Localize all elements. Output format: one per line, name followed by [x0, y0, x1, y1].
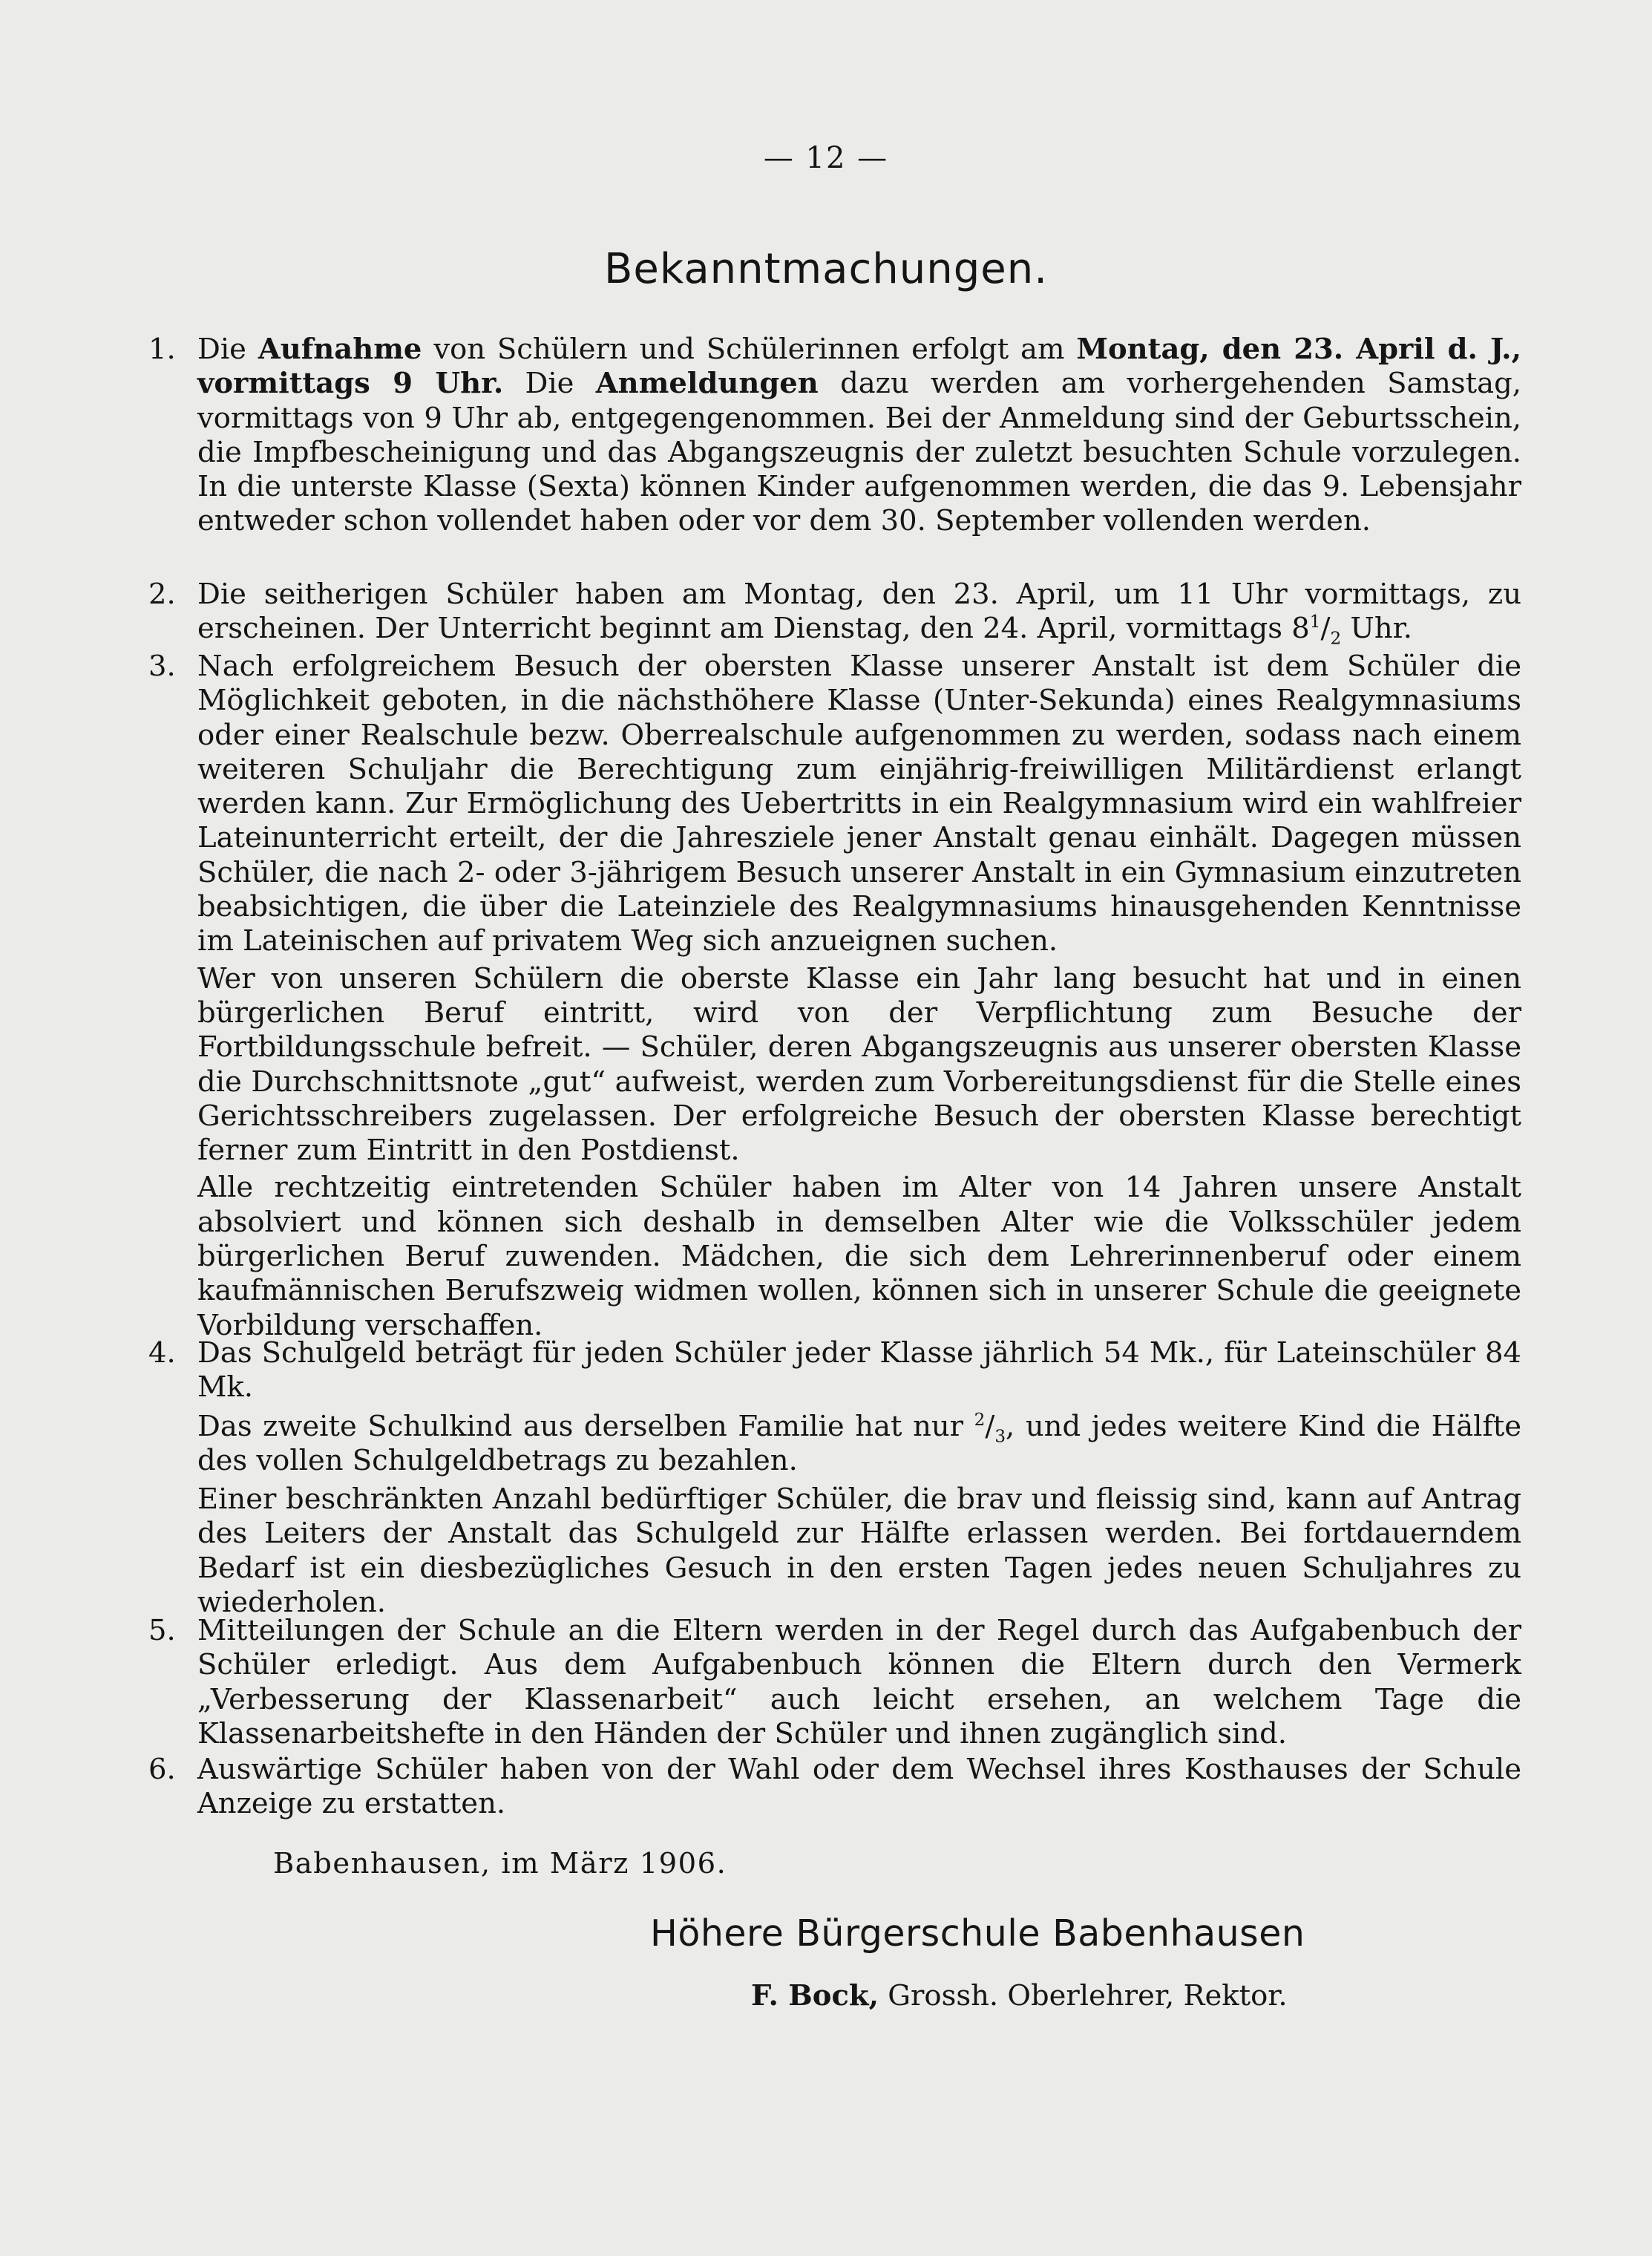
item-text: Das zweite Schulkind aus derselben Familie hat nur $^2/_3$, und jedes weitere Kind die Hälfte des vollen Schulgeldbetrags zu bezahlen.	[197, 1409, 1522, 1477]
item-text: Mitteilungen der Schule an die Eltern werden in der Regel durch das Aufgabenbuch der Schüler erledigt. Aus dem Aufgabenbuch können die Eltern durch den Vermerk „Verbesserung der Klassenarbeit“ auch leicht ersehen, an welchem Tage die Klassenarbeitshefte in den Händen der Schüler und ihnen zugänglich sind.	[197, 1614, 1521, 1750]
fraction-denominator: 3	[994, 1427, 1006, 1447]
item-text: Auswärtige Schüler haben von der Wahl oder dem Wechsel ihres Kosthauses der Schule Anzeige zu erstatten.	[197, 1753, 1521, 1821]
announcement-item	[148, 1753, 1521, 1822]
signer-title: Grossh. Oberlehrer, Rektor.	[879, 1979, 1288, 2013]
item-text: Nach erfolgreichem Besuch der obersten Klasse unserer Anstalt ist dem Schüler die Möglichkeit geboten, in die nächsthöhere Klasse (Unter-Sekunda) eines Realgymnasiums oder einer Realschule bezw. Oberrealschule aufgenommen zu werden, sodass nach einem weiteren Schuljahr die Berechtigung zum einjährig-freiwilligen Militärdienst erlangt werden kann. Zur Ermöglichung des Uebertritts in ein Realgymnasium wird ein wahlfreier Lateinunterricht erteilt, der die Jahresziele jener Anstalt genau einhält. Dagegen müssen Schüler, die nach 2- oder 3-jährigem Besuch unserer Anstalt in ein Gymnasium einzutreten beabsichtigen, die über die Lateinziele des Realgymnasiums hinausgehenden Kenntnisse im Lateinischen auf privatem Weg sich anzueignen suchen.	[197, 650, 1521, 958]
announcement-item	[148, 1336, 1522, 1620]
item-number: 2.	[148, 578, 176, 611]
fraction-numerator: 1	[1309, 612, 1321, 632]
announcement-item	[148, 650, 1521, 1342]
announcement-item	[148, 1614, 1521, 1753]
item-text: Einer beschränkten Anzahl bedürftiger Schüler, die brav und fleissig sind, kann auf Antrag des Leiters der Anstalt das Schulgeld zur Hälfte erlassen werden. Bei fortdauerndem Bedarf ist ein diesbezügliches Gesuch in den ersten Tagen jedes neuen Schuljahres zu wiederholen.	[197, 1482, 1521, 1620]
bold-phrase: Montag, den 23. April d. J., vormittags 9 Uhr.	[197, 333, 1521, 401]
item-number: 4.	[148, 1336, 176, 1370]
bold-phrase: Aufnahme	[258, 333, 422, 366]
signer-name: F. Bock,	[751, 1979, 879, 2013]
school-name: Höhere Bürgerschule Babenhausen	[650, 1912, 1305, 1955]
bold-phrase: Anmeldungen	[595, 367, 819, 401]
item-text: Das Schulgeld beträgt für jeden Schüler jeder Klasse jährlich 54 Mk., für Lateinschüler 84 Mk.	[197, 1336, 1521, 1405]
announcement-item	[148, 333, 1521, 578]
signature-line	[751, 1979, 1288, 2013]
item-text: Alle rechtzeitig eintretenden Schüler haben im Alter von 14 Jahren unsere Anstalt absolviert und können sich deshalb in demselben Alter wie die Volksschüler jedem bürgerlichen Beruf zuwenden. Mädchen, die sich dem Lehrerinnenberuf oder einem kaufmännischen Berufszweig widmen wollen, können sich in unserer Schule die geeignete Vorbildung verschaffen.	[197, 1171, 1521, 1342]
page-title: Bekanntmachungen.	[604, 245, 1048, 293]
announcement-item	[148, 578, 1521, 650]
bleed-through-decoration	[623, 200, 635, 243]
item-number: 1.	[148, 333, 176, 366]
fraction-denominator: 2	[1330, 629, 1342, 649]
page-number: — 12 —	[763, 141, 889, 175]
item-text: Die seitherigen Schüler haben am Montag, den 23. April, um 11 Uhr vormittags, zu erscheinen. Der Unterricht beginnt am Dienstag, den 24. April, vormittags $8^1/_2$ Uhr.	[197, 578, 1521, 649]
place-and-date: Babenhausen, im März 1906.	[273, 1847, 727, 1880]
item-text: Die Aufnahme von Schülern und Schülerinnen erfolgt am Montag, den 23. April d. J., vormittags 9 Uhr. Die Anmeldungen dazu werden am vorhergehenden Samstag, vormittags von 9 Uhr ab, entgegengenommen. Bei der Anmeldung sind der Geburtsschein, die Impfbescheinigung und das Abgangszeugnis der zuletzt besuchten Schule vorzulegen. In die unterste Klasse (Sexta) können Kinder aufgenommen werden, die das 9. Lebensjahr entweder schon vollendet haben oder vor dem 30. September vollenden werden.	[197, 333, 1521, 538]
item-number: 6.	[148, 1753, 176, 1786]
item-number: 5.	[148, 1614, 176, 1647]
announcements-list	[148, 333, 1521, 1822]
fraction-numerator: 2	[974, 1410, 986, 1430]
item-text: Wer von unseren Schülern die oberste Klasse ein Jahr lang besucht hat und in einen bürgerlichen Beruf eintritt, wird von der Verpflichtung zum Besuche der Fortbildungsschule befreit. — Schüler, deren Abgangszeugnis aus unserer obersten Klasse die Durchschnittsnote „gut“ aufweist, werden zum Vorbereitungsdienst für die Stelle eines Gerichtsschreibers zugelassen. Der erfolgreiche Besuch der obersten Klasse berechtigt ferner zum Eintritt in den Postdienst.	[197, 961, 1521, 1168]
item-number: 3.	[148, 650, 176, 683]
